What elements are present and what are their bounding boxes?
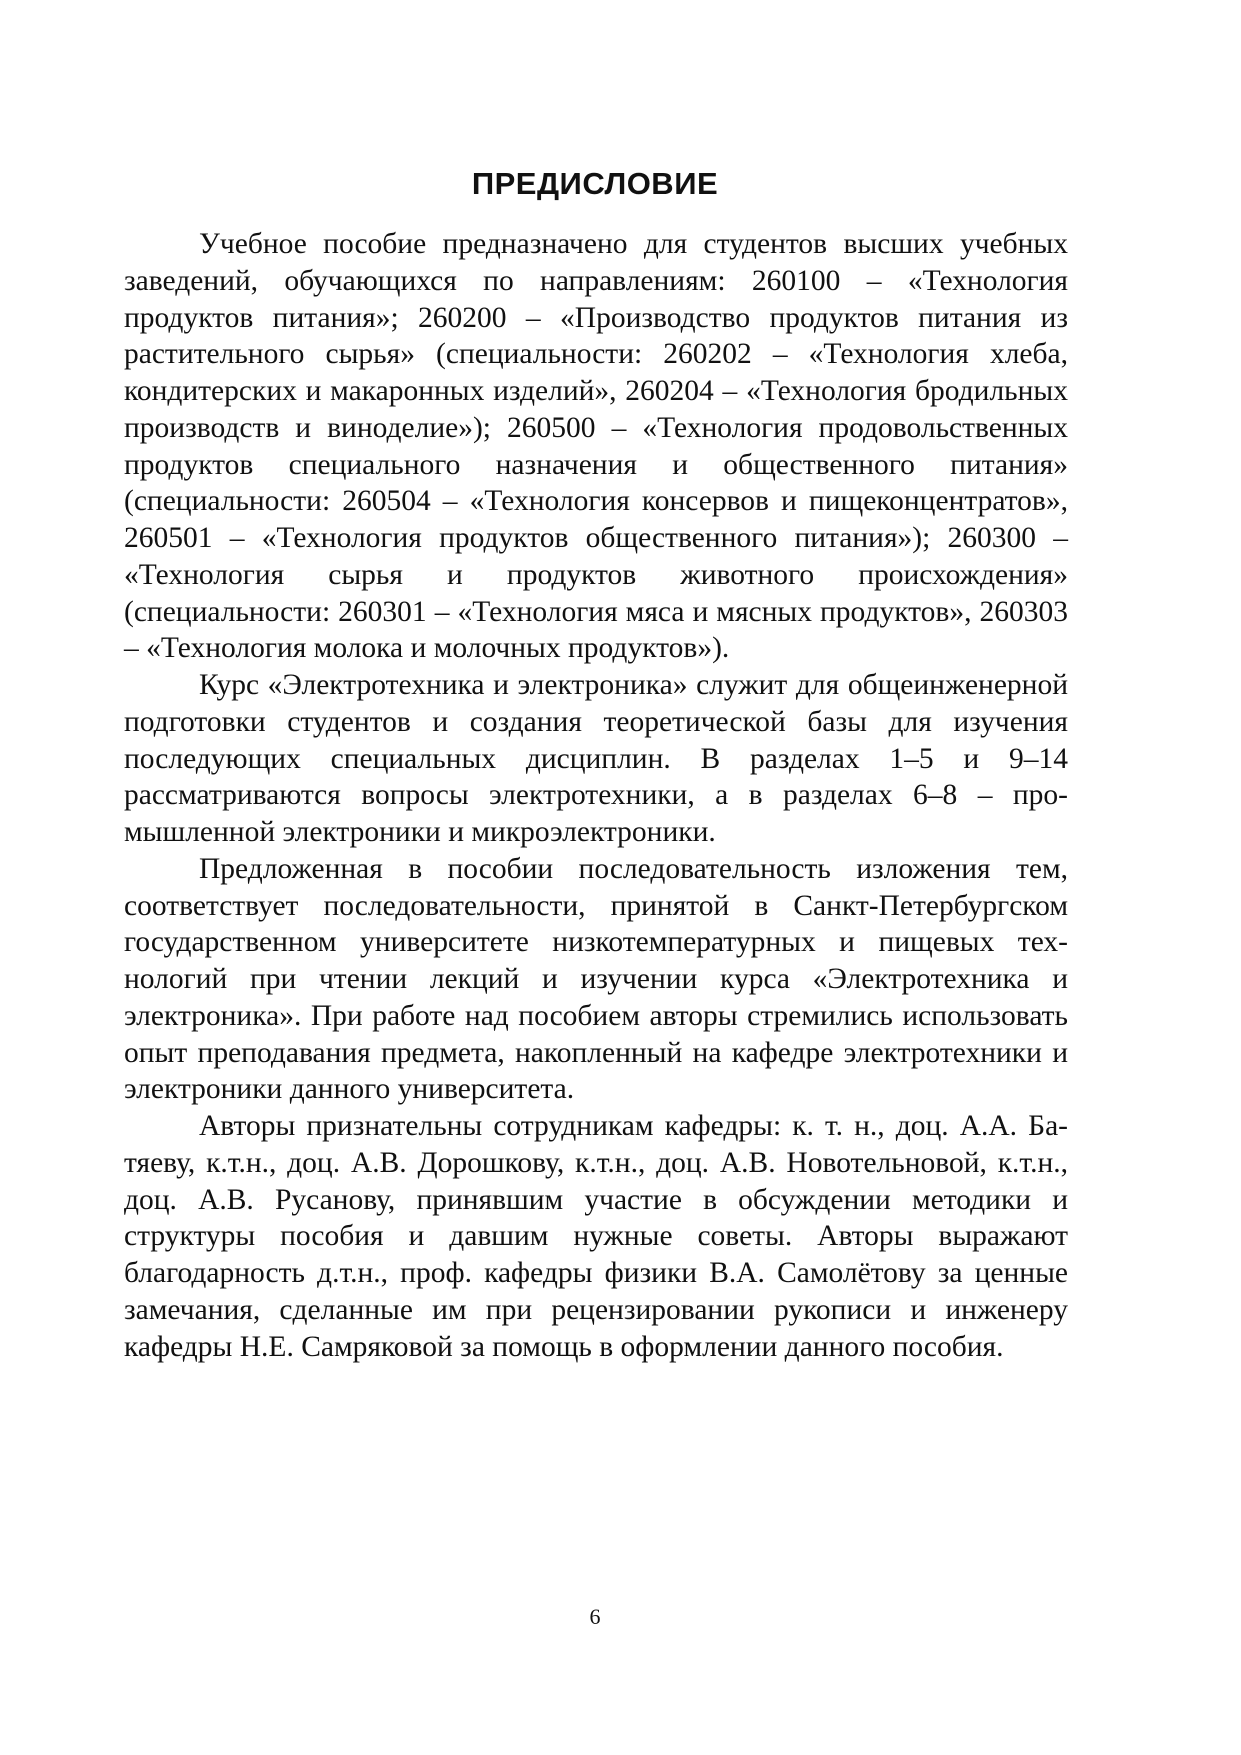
paragraph-2: Курс «Электротехника и электроника» служит для общеинженерной подготовки студентов и создания теоретической базы для изучения последующих специальных дисциплин. В разделах 1–5 и 9–14 рассматриваются вопросы электротехники, а в разделах 6–8 – промышленной электроники и микроэлектроники. xyxy=(124,669,1068,848)
body-text xyxy=(124,226,1068,1365)
page-title: ПРЕДИСЛОВИЕ xyxy=(471,166,719,201)
paragraph-3: Предложенная в пособии последовательность изложения тем, соответствует последовательности, принятой в Санкт-Петербургском государственном университете низкотемпературных и пищевых технологий при чтении лекций и изучении курса «Электротехника и электроника». При работе над пособием авторы стремились использовать опыт преподавания предмета, накопленный на кафедре электротехники и электроники данного университета. xyxy=(124,852,1068,1106)
paragraph-4: Авторы признательны сотрудникам кафедры: к. т. н., доц. А.А. Батяеву, к.т.н., доц. А.В. Дорошкову, к.т.н., доц. А.В. Новотельновой, к.т.н., доц. А.В. Русанову, принявшим участие в обсуждении методики и структуры пособия и давшим нужные советы. Авторы выражают благодарность д.т.н., проф. кафедры физики В.А. Самолётову за ценные замечания, сделанные им при рецензировании рукописи и инженеру кафедры Н.Е. Самряковой за помощь в оформлении данного пособия. xyxy=(124,1110,1068,1363)
paragraph-1: Учебное пособие предназначено для студентов высших учебных заведений, обучающихся по направлениям: 260100 – «Технология продуктов питания»; 260200 – «Производство продуктов питания из растительного сырья» (специальности: 260202 – «Технология хлеба, кондитерских и макаронных изделий», 260204 – «Технология бродильных производств и виноделие»); 260500 – «Технология продовольственных продуктов специального назначения и общественного питания» (специальности: 260504 – «Технология консервов и пищеконцентратов», 260501 – «Технология продуктов общественного питания»); 260300 – «Технология сырья и продуктов животного происхождения» (специальности: 260301 – «Технология мяса и мясных продуктов», 260303 – «Технология молока и молочных продуктов»). xyxy=(124,228,1068,665)
page-number: 6 xyxy=(589,1604,601,1629)
